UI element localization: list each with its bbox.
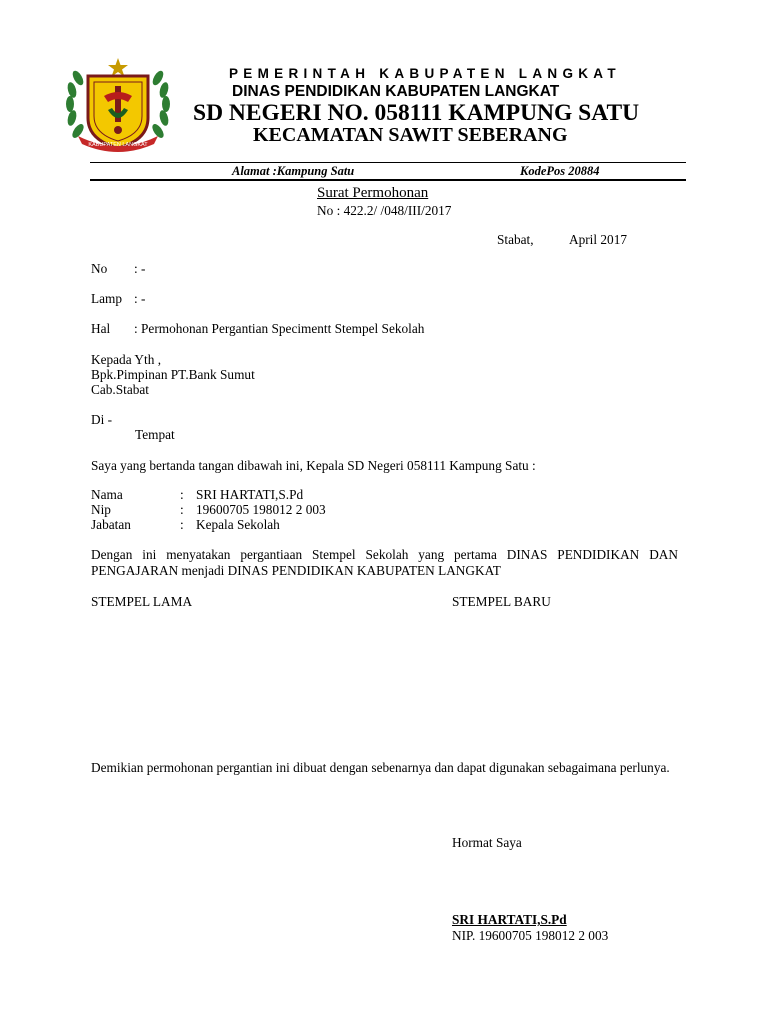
recipient-tempat: Tempat: [135, 427, 175, 442]
district-name: KECAMATAN SAWIT SEBERANG: [253, 124, 568, 146]
signer-nip: NIP. 19600705 198012 2 003: [452, 928, 609, 943]
letter-place: Stabat,: [497, 232, 534, 247]
identity-label: Nama: [91, 487, 123, 502]
intro-paragraph: Saya yang bertanda tangan dibawah ini, Kepala SD Negeri 058111 Kampung Satu :: [91, 458, 536, 473]
identity-colon: :: [180, 487, 184, 502]
identity-colon: :: [180, 502, 184, 517]
stamp-old-label: STEMPEL LAMA: [91, 594, 193, 609]
lamp-value: : -: [134, 291, 146, 306]
hal-label: Hal: [91, 321, 111, 336]
langkat-emblem-logo: [64, 56, 172, 156]
lamp-label: Lamp: [91, 291, 123, 306]
identity-value: 19600705 198012 2 003: [196, 502, 326, 517]
stamp-new-label: STEMPEL BARU: [452, 594, 551, 609]
letter-title: Surat Permohonan: [317, 185, 429, 201]
identity-value: Kepala Sekolah: [196, 517, 280, 532]
school-address: Alamat :Kampung Satu: [232, 164, 355, 178]
letter-number: No : 422.2/ /048/III/2017: [317, 203, 452, 218]
logo-ribbon-text: KABUPATEN LANGKAT: [88, 142, 148, 148]
letter-date: April 2017: [569, 232, 627, 247]
identity-label: Jabatan: [91, 517, 131, 532]
signature-block: [452, 912, 608, 944]
no-value: : -: [134, 261, 146, 276]
hal-value: : Permohonan Pergantian Specimentt Stempel Sekolah: [134, 321, 425, 336]
identity-label: Nip: [91, 502, 111, 517]
closing-paragraph: Demikian permohonan pergantian ini dibuat dengan sebenarnya dan dapat digunakan sebagaimana perlunya.: [91, 760, 670, 775]
identity-value: SRI HARTATI,S.Pd: [196, 487, 304, 502]
no-label: No: [91, 261, 108, 276]
header-rule-thin: [90, 162, 686, 163]
identity-colon: :: [180, 517, 184, 532]
school-name: SD NEGERI NO. 058111 KAMPUNG SATU: [193, 100, 640, 126]
government-heading: PEMERINTAH KABUPATEN LANGKAT: [229, 66, 621, 81]
header-rule-thick: [90, 179, 686, 181]
department-heading: DINAS PENDIDIKAN KABUPATEN LANGKAT: [232, 83, 560, 100]
recipient-line-1: Kepada Yth ,: [91, 352, 162, 367]
regards-text: Hormat Saya: [452, 835, 522, 850]
recipient-di: Di -: [91, 412, 113, 427]
statement-paragraph: Dengan ini menyatakan pergantiaan Stempel Sekolah yang pertama DINAS PENDIDIKAN DAN PENGAJARAN menjadi DINAS PENDIDIKAN KABUPATEN LANGKAT: [91, 547, 678, 578]
signer-name: SRI HARTATI,S.Pd: [452, 912, 567, 927]
recipient-line-2: Bpk.Pimpinan PT.Bank Sumut: [91, 367, 255, 382]
postal-code: KodePos 20884: [520, 164, 600, 178]
recipient-line-3: Cab.Stabat: [91, 382, 149, 397]
